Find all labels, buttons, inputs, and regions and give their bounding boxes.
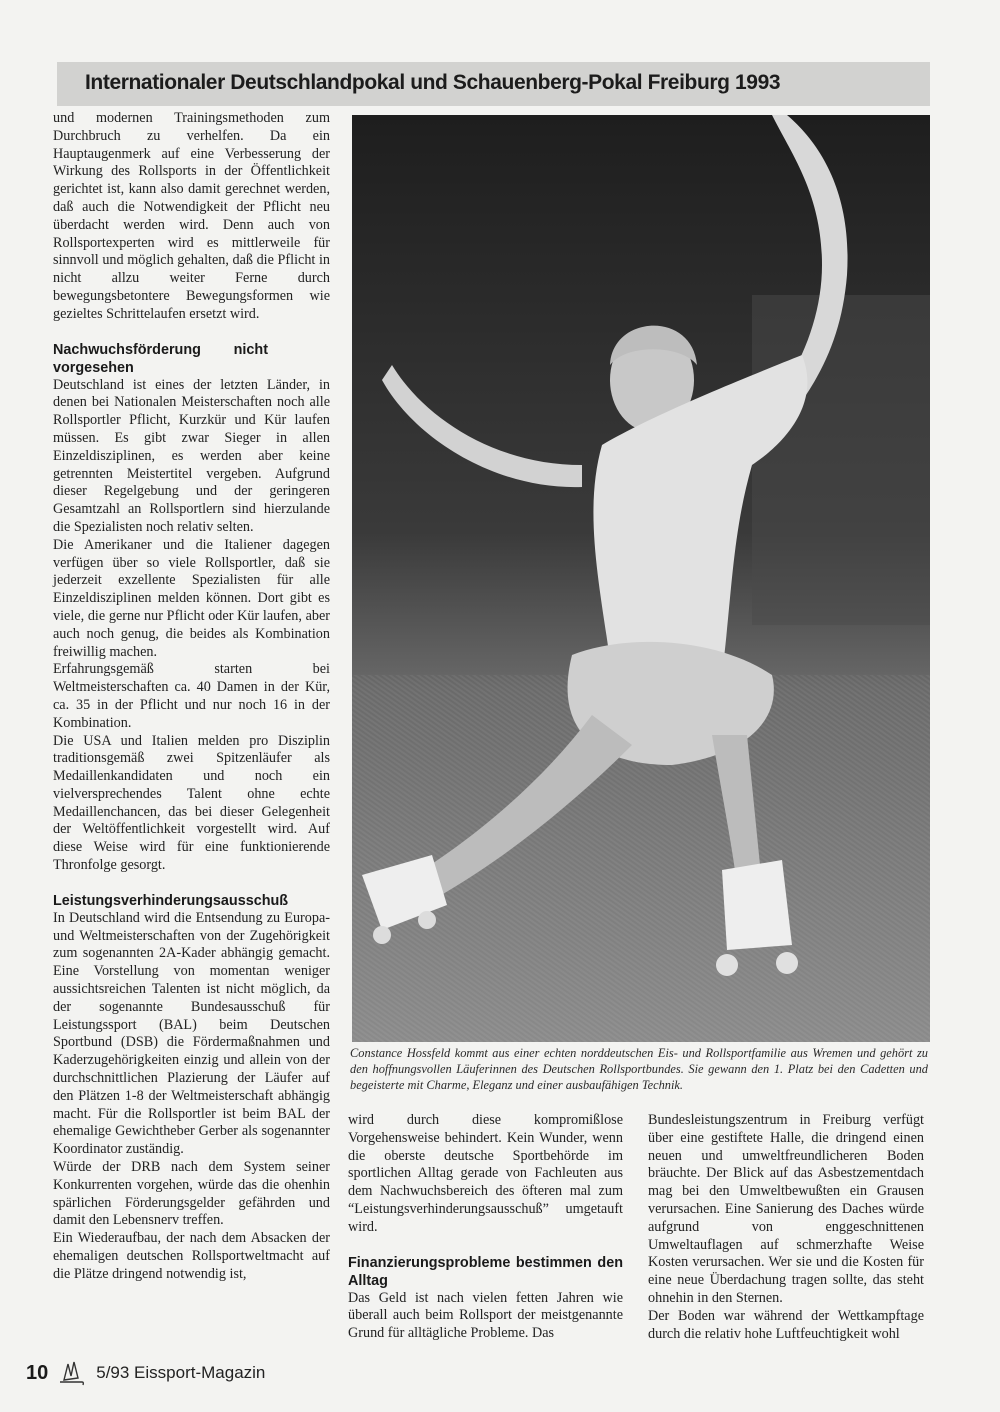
paragraph: Die Amerikaner und die Italiener dagegen verfügen über so viele Rollsportler, daß sie jederzeit exzellente Spezialisten für alle Einzeldisziplinen melden können. Dort gibt es viele, die gerne nur Pflicht oder Kür laufen, aber auch noch genug, die beides als Kombination freiwillig machen. [53, 536, 330, 660]
paragraph: Die USA und Italien melden pro Disziplin traditionsgemäß zwei Spitzenläufer als Medaillenkandidaten und noch ein vielversprechendes Talent ohne echte Medaillenchancen, das bei dieser Gelegenheit der Weltöffentlichkeit vorgestellt wird. Auf diese Weise wird für eine funktionierende Thronfolge gesorgt. [53, 732, 330, 874]
header-band [57, 62, 930, 106]
left-skate-wheel [418, 911, 436, 929]
page-number: 10 [26, 1361, 49, 1384]
page-title: Internationaler Deutschlandpokal und Schauenberg-Pokal Freiburg 1993 [85, 71, 781, 94]
skate-logo-icon [56, 1358, 86, 1388]
right-skate-wheel [716, 954, 738, 976]
paragraph: In Deutschland wird die Entsendung zu Europa- und Weltmeisterschaften von der Zugehörigkeit zum sogenannten 2A-Kader abhängig gemacht. Eine Vorstellung von momentan weniger aussichtsreichen Talenten ist nicht möglich, da der sogenannte Bundesausschuß für Leistungssport (BAL) beim Deutschen Sportbund (DSB) die Fördermaßnahmen und Kaderzugehörigkeiten einzig und allein von der durchschnittlichen Plazierung der Läufer auf den Plätzen 1-8 der Weltmeisterschaft abhängig macht. Für die Rollsportler ist beim BAL der ehemalige Gewichtheber Gerber als sogenannter Koordinator zuständig. [53, 909, 330, 1158]
magazine-issue: 5/93 Eissport-Magazin [96, 1363, 266, 1382]
skater-photo-illustration [352, 115, 930, 1042]
right-skate-wheel [776, 952, 798, 974]
spacer [348, 1237, 623, 1254]
skater-photo [352, 115, 930, 1042]
paragraph: Bundesleistungszentrum in Freiburg verfügt über eine gestiftete Halle, die dringend einen neuen und umweltfreundlicheren Boden bräuchte. Der Blick auf das Asbestzementdach mag bei den Umweltbewußten ein Grausen verursachen. Eine Sanierung des Daches würde aufgrund von enggeschnittenen Umweltauflagen auf schmerzhafte Weise Kosten verursachen. Wer sie und die Kosten für eine neue Überdachung tragen sollte, das steht ohnehin in den Sternen. [648, 1112, 924, 1306]
right-column [648, 1112, 924, 1343]
paragraph: Ein Wiederaufbau, der nach dem Absacken der ehemaligen deutschen Rollsportweltmacht auf die Plätze dringend notwendig ist, [53, 1230, 330, 1282]
left-skate-wheel [373, 926, 391, 944]
left-column [53, 110, 330, 1284]
paragraph: wird durch diese kompromißlose Vorgehensweise behindert. Kein Wunder, wenn die oberste deutsche Sportbehörde im sportlichen Alltag gerade von Fachleuten aus dem Nachwuchsbereich des öfteren mal zum “Leistungsverhinderungsausschuß” umgetauft wird. [348, 1112, 623, 1235]
paragraph: Würde der DRB nach dem System seiner Konkurrenten vorgehen, würde das die ohenhin spärlichen Förderungsgelder gefährden und damit den Lebensnerv treffen. [53, 1159, 330, 1229]
paragraph: Deutschland ist eines der letzten Länder, in denen bei Nationalen Meisterschaften noch alle Rollsportler Pflicht, Kurzkür und Kür laufen müssen. Es gibt zwar Sieger in allen Einzeldisziplinen, es werden aber keine getrennten Meistertitel vergeben. Aufgrund dieser Regelgebung und der geringeren Gesamtzahl an Rollsportlern sind hierzulande die Spezialisten noch relativ selten. [53, 376, 330, 535]
wall-panel [752, 295, 930, 625]
section-heading-nachwuchs: Nachwuchsförderung nicht vorgesehen [53, 341, 268, 376]
page-footer [26, 1360, 265, 1386]
paragraph: Das Geld ist nach vielen fetten Jahren wie überall auch beim Rollsport der meistgenannte Grund für alltägliche Probleme. Das [348, 1289, 623, 1342]
middle-column [348, 1112, 623, 1343]
section-heading-finanzierung: Finanzierungsprobleme bestimmen den Alltag [348, 1254, 623, 1289]
paragraph: Erfahrungsgemäß starten bei Weltmeisterschaften ca. 40 Damen in der Kür, ca. 35 in der Pflicht und nur noch 16 in der Kombination. [53, 661, 330, 731]
spacer [53, 875, 330, 892]
section-heading-leistungsverhinderung: Leistungsverhinderungsausschuß [53, 892, 289, 909]
right-skate [722, 860, 792, 950]
spacer [53, 324, 330, 341]
paragraph: Der Boden war während der Wettkampftage durch die relativ hohe Luftfeuchtigkeit wohl [648, 1307, 924, 1342]
photo-caption: Constance Hossfeld kommt aus einer echten norddeutschen Eis- und Rollsportfamilie aus Wremen und gehört zu den hoffnungsvollen Läuferinnen des Deutschen Rollsportbundes. Sie gewann den 1. Platz bei den Cadetten und begeisterte mit Charme, Eleganz und einer ausbaufähigen Technik. [350, 1046, 928, 1093]
paragraph-intro: und modernen Trainingsmethoden zum Durchbruch zu verhelfen. Da ein Hauptaugenmerk auf eine Verbesserung der Wirkung des Rollsports in der Öffentlichkeit gerichtet ist, kann also damit gerechnet werden, daß auch die Notwendigkeit der Pflicht neu überdacht werden wird. Denn auch von Rollsportexperten wird es mittlerweile für sinnvoll und möglich gehalten, daß die Pflicht in nicht allzu weiter Ferne durch bewegungsbetontere Bewegungsformen wie gezieltes Schrittelaufen ersetzt wird. [53, 110, 330, 322]
